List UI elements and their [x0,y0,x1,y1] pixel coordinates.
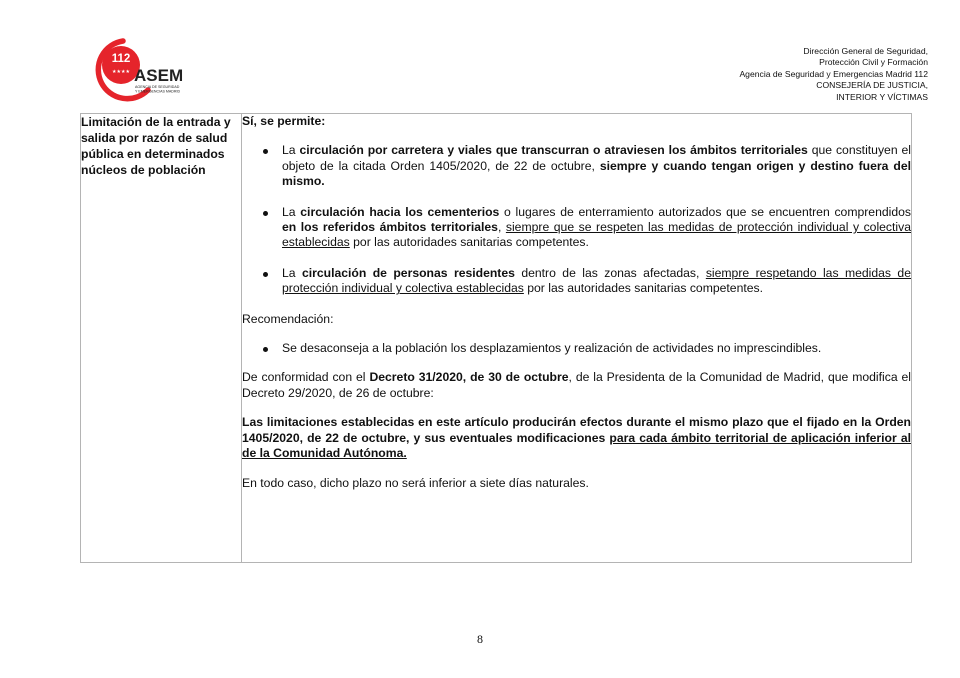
list-item: La circulación de personas residentes dentro de las zonas afectadas, siempre respetando las medidas de protección individual y colectiva establecidas por las autoridades sanitarias competentes. [242,266,911,297]
org-line-2: Protección Civil y Formación [819,57,928,68]
recommendation-heading: Recomendación: [242,311,334,326]
bullet-icon [263,272,268,277]
bullet-icon [263,347,268,352]
list-item: La circulación hacia los cementerios o lugares de enterramiento autorizados que se encuentren comprendidos en los referidos ámbitos territoriales, siempre que se respeten las medidas de protección individual y colectiva establecidas por las autoridades sanitarias competentes. [242,205,911,251]
measure-label: Limitación de la entrada y salida por razón de salud pública en determinados núcleos de población [81,115,231,177]
bullet-icon [263,149,268,154]
bullet-icon [263,211,268,216]
permitted-heading: Sí, se permite: [242,114,326,128]
asem-112-logo [92,36,222,106]
org-line-1: Dirección General de Seguridad, [803,46,928,56]
logo-brand: ASEM [134,66,184,85]
decree-paragraph: De conformidad con el Decreto 31/2020, de 30 de octubre, de la Presidenta de la Comunidad de Madrid, que modifica el Decreto 29/2020, de 26 de octubre: [242,370,912,400]
org-line-3: Agencia de Seguridad y Emergencias Madrid 112 [739,68,928,79]
page-number: 8 [477,632,483,646]
final-paragraph: En todo caso, dicho plazo no será inferior a siete días naturales. [242,475,589,490]
org-line-4: CONSEJERÍA DE JUSTICIA, [816,80,928,91]
logo-tagline-1: AGENCIA DE SEGURIDAD [135,85,180,89]
limits-paragraph: Las limitaciones establecidas en este artículo producirán efectos durante el mismo plazo que el fijado en la Orden 1405/2020, de 22 de octubre, y sus eventuales modificaciones para cada ámbito territorial de aplicación inferior al de la Comunidad Autónoma. [242,415,911,461]
measure-detail-cell [242,114,912,563]
measure-label-cell [81,114,242,563]
org-line-5: INTERIOR Y VÍCTIMAS [836,91,928,102]
measures-table [80,113,912,563]
organization-header [739,46,928,103]
logo-tagline-2: Y EMERGENCIAS MADRID [135,89,181,94]
list-item: Se desaconseja a la población los desplazamientos y realización de actividades no imprescindibles. [242,341,911,356]
logo-badge-number: 112 [111,53,131,65]
table-row [81,114,912,563]
logo-stars: ★★★★ [112,69,130,75]
list-item: La circulación por carretera y viales que transcurran o atraviesen los ámbitos territoriales que constituyen el objeto de la citada Orden 1405/2020, de 22 de octubre, siempre y cuando tengan origen y destino fuera del mismo. [242,143,911,189]
